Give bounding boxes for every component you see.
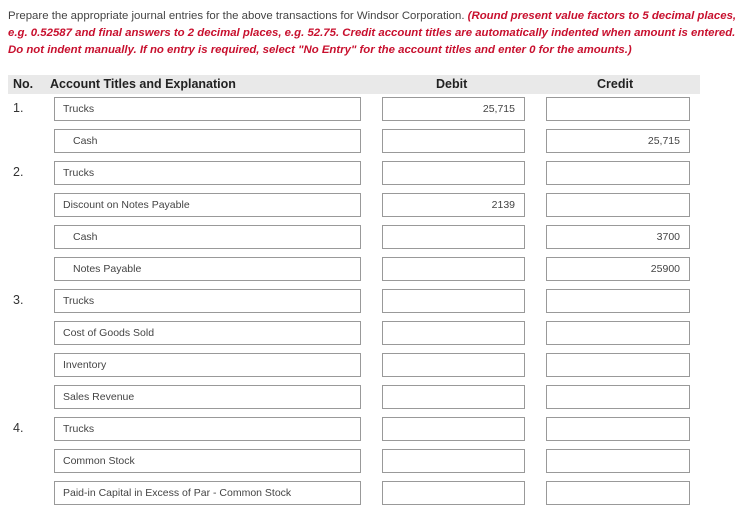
credit-amount-field[interactable] — [546, 449, 690, 473]
debit-amount-field[interactable]: 2139 — [382, 193, 525, 217]
account-title-field[interactable]: Trucks — [54, 97, 361, 121]
account-title-field[interactable]: Trucks — [54, 161, 361, 185]
account-title-field[interactable]: Discount on Notes Payable — [54, 193, 361, 217]
entry-number: 1. — [13, 101, 24, 115]
debit-amount-field[interactable] — [382, 161, 525, 185]
credit-amount-field[interactable] — [546, 193, 690, 217]
credit-amount-field[interactable] — [546, 161, 690, 185]
account-title-field[interactable]: Inventory — [54, 353, 361, 377]
debit-amount-field[interactable] — [382, 225, 525, 249]
credit-amount-field[interactable] — [546, 97, 690, 121]
credit-amount-field[interactable]: 3700 — [546, 225, 690, 249]
debit-amount-field[interactable] — [382, 481, 525, 505]
debit-amount-field[interactable] — [382, 321, 525, 345]
instructions — [8, 8, 742, 59]
credit-amount-field[interactable]: 25,715 — [546, 129, 690, 153]
debit-amount-field[interactable] — [382, 129, 525, 153]
credit-amount-field[interactable] — [546, 353, 690, 377]
debit-amount-field[interactable] — [382, 385, 525, 409]
debit-amount-field[interactable] — [382, 289, 525, 313]
debit-amount-field[interactable] — [382, 353, 525, 377]
credit-amount-field[interactable] — [546, 481, 690, 505]
credit-amount-field[interactable] — [546, 289, 690, 313]
account-title-field[interactable]: Trucks — [54, 289, 361, 313]
credit-amount-field[interactable]: 25900 — [546, 257, 690, 281]
account-title-field[interactable]: Paid-in Capital in Excess of Par - Common Stock — [54, 481, 361, 505]
table-header — [8, 75, 700, 94]
account-title-field[interactable]: Cost of Goods Sold — [54, 321, 361, 345]
entry-number: 3. — [13, 293, 24, 307]
header-account: Account Titles and Explanation — [50, 77, 236, 91]
header-credit: Credit — [597, 77, 634, 91]
account-title-field[interactable]: Sales Revenue — [54, 385, 361, 409]
credit-amount-field[interactable] — [546, 385, 690, 409]
debit-amount-field[interactable] — [382, 417, 525, 441]
header-no: No. — [13, 77, 34, 91]
account-title-field[interactable]: Common Stock — [54, 449, 361, 473]
account-title-field[interactable]: Notes Payable — [54, 257, 361, 281]
account-title-field[interactable]: Cash — [54, 225, 361, 249]
entry-number: 2. — [13, 165, 24, 179]
entry-number: 4. — [13, 421, 24, 435]
debit-amount-field[interactable]: 25,715 — [382, 97, 525, 121]
instructions-text: Prepare the appropriate journal entries for the above transactions for Windsor Corporation. — [8, 10, 468, 22]
debit-amount-field[interactable] — [382, 449, 525, 473]
debit-amount-field[interactable] — [382, 257, 525, 281]
credit-amount-field[interactable] — [546, 417, 690, 441]
account-title-field[interactable]: Cash — [54, 129, 361, 153]
account-title-field[interactable]: Trucks — [54, 417, 361, 441]
credit-amount-field[interactable] — [546, 321, 690, 345]
header-debit: Debit — [436, 77, 468, 91]
instructions-note: (Round present value factors to 5 decimal places, e.g. 0.52587 and final answers to 2 decimal places, e.g. 52.75. Credit account titles are automatically indented when amount is entered. Do not indent manually. If no entry is required, select "No Entry" for the account titles and enter 0 for the amounts.) — [8, 10, 737, 56]
